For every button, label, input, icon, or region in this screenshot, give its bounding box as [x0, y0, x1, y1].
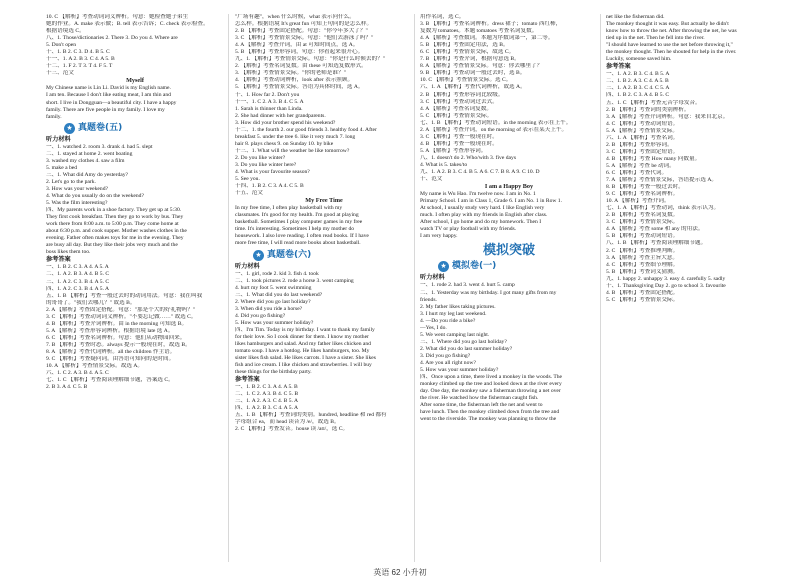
text-line: 一、1. girl, rode 2. kid 3. fish 4. took: [235, 270, 319, 277]
column-4: [606, 14, 784, 304]
text-line: "广场有趣"，when 什么时候，what 表示问什么。: [235, 14, 355, 20]
text-line: 3. When did you ride a horse?: [235, 305, 303, 312]
text-line: Primary School. I am in Class 1, Grade 6. I am No. 1 in Row 1.: [420, 198, 563, 205]
text-line: 十二、1. the fourth 2. our good friends 3. healthy food 4. After: [235, 126, 377, 133]
text-line: 2. A 【解析】考查介词，on the morning of 表示在某天上午。: [420, 126, 568, 133]
text-line: 4. What do you usually do on the weekend?: [46, 192, 144, 199]
text-line: 5. See you.: [235, 176, 260, 183]
text-line: 9. C 【解析】考查疑问词。由答语可知问的是时间。: [46, 356, 175, 363]
text-line: 八、1. doesn't do 2. Who/with 3. five days: [420, 154, 516, 161]
text-line: day. One day, the monkey saw a fisherman throwing a net over: [420, 388, 561, 395]
star-icon: ★: [253, 250, 264, 261]
text-line: 一、1. A 2. B 3. C 4. B 5. A: [606, 71, 670, 78]
text-line: 2. B 【解析】考查形容词比较级。: [420, 91, 504, 98]
text-line: about 6:30 p.m. and cook supper. Mother washes clothes in the: [46, 228, 187, 235]
text-line: have lunch. Then the monkey climbed down from the tree and: [420, 409, 560, 416]
section-banner: [253, 250, 413, 261]
text-line: They first cook breakfast. Then they go to work by bus. They: [46, 214, 184, 221]
text-line: 二、1. stayed at home 2. went boating: [46, 150, 133, 157]
text-line: 5. B 【解析】考查形容词，句意：你看起来很开心。: [235, 49, 364, 56]
text-line: 3. C 【解析】考查固定短语。: [606, 148, 679, 155]
essay-title: Myself: [126, 77, 144, 85]
text-line: 十、1. How far 2. Don't you: [235, 91, 300, 98]
text-line: 5. A 【解析】考查情景交际。: [606, 127, 678, 134]
text-line: 5. Was the film interesting?: [46, 200, 108, 207]
text-line: 四、Once upon a time, there lived a monkey in the woods. The: [420, 374, 563, 381]
text-line: 4. A 【解析】考查介词，由 at 可知时间点，选 A。: [235, 42, 359, 49]
text-line: 4. What is your favourite season?: [235, 169, 310, 176]
column-divider: [228, 14, 229, 562]
text-line: 三、1. What did you do last weekend?: [235, 291, 323, 298]
section-banner: [438, 261, 598, 272]
text-line: breakfast 5. under the tree 6. like it very much 7. long: [235, 133, 356, 140]
text-line: 5. make a bed: [46, 164, 78, 171]
text-line: 六、1. A 【解析】考查名词。: [606, 134, 679, 141]
text-line: Luckily, someone saved him.: [606, 56, 672, 63]
text-line: 3. A 【解析】考查介词辨析。句意：我来自北京。: [606, 113, 729, 120]
text-line: 十一、1. C 2. A 3. B 4. C 5. A: [235, 98, 304, 105]
text-line: housework. I also love reading. I often read books. If I have: [235, 233, 369, 240]
text-line: tied up in the net. Then he fell into the river.: [606, 35, 705, 42]
text-line: 2. What did you do last summer holiday?: [420, 345, 513, 352]
text-line: "I should have learned to use the net before throwing it,": [606, 42, 733, 49]
text-line: 4. B 【解析】考查 How many 问数量。: [606, 155, 701, 162]
text-line: 字母组合 ea，而 head 读音为 /e/，故选 B。: [235, 419, 340, 426]
text-line: 二、1. C 2. A 3. B 4. C 5. B: [235, 391, 299, 398]
text-line: 一、1. watched 2. room 3. drank 4. had 5. slept: [46, 143, 153, 150]
text-line: went to the riverside. The monkey was planning to throw the: [420, 416, 557, 423]
answers-heading: 参考答案: [235, 376, 260, 384]
text-line: 2. A 【解析】考查固定搭配。句意："那是个大的好礼物吗？": [46, 306, 196, 313]
column-3: [420, 14, 598, 423]
text-line: 二、1. Yesterday was my birthday. I got many gifts from my: [420, 289, 557, 296]
text-line: 8. A 【解析】考查情景交际。句意：你去哪里了？: [420, 63, 543, 70]
banner-title: 模拟卷(一): [452, 261, 497, 272]
text-line: 3. C 【解析】考查动词词义辨析。"不要忘记做……" 故选 C。: [46, 313, 197, 320]
text-line: 根据语境选 C。: [46, 28, 85, 35]
text-line: 4. What is 5. takes/to: [420, 161, 468, 168]
text-line: 用作名词，选 C。: [420, 14, 465, 20]
text-line: My name is Wu Hao. I'm twelve now. I am in No. 1: [420, 191, 536, 198]
text-line: 4. B 【解析】考查一般现在时。: [420, 140, 498, 147]
text-line: 五、1. B 【解析】考查一般过去时的动词用法。句意：我在叫我: [46, 292, 203, 299]
star-icon: ★: [64, 123, 75, 134]
text-line: short. I live in Dongguan—a beautiful city. I have a happy: [46, 99, 177, 106]
text-line: The monkey thought it was easy. But actually he didn't: [606, 21, 729, 28]
text-line: 3. C 【解析】考查动词过去式。: [420, 98, 498, 105]
text-line: sister likes fish salad. He likes carrots. I have a sister. She likes: [235, 355, 376, 362]
text-line: 八、1. Those/dictionaries 2. There 3. Do you 4. Where are: [46, 35, 178, 42]
text-line: net like the fisherman did.: [606, 14, 665, 20]
text-line: 2. C 【解析】考查推理判断。: [606, 247, 679, 254]
text-line: 3. B 【解析】考查名词辨析。dress 裙子；tomato 西红柿，: [420, 21, 562, 28]
text-line: 3. C 【解析】考查情景交际。句意："他们去游泳了吗？": [235, 35, 374, 42]
text-line: family.: [46, 113, 62, 120]
text-line: know how to throw the net. After throwing the net, he was: [606, 28, 737, 35]
text-line: In my free time, I often play basketball with my: [235, 205, 343, 212]
text-line: 5. B 【解析】考查词义猜测。: [606, 268, 679, 275]
text-line: work there from 8:00 a.m. to 5:00 p.m. They come home at: [46, 221, 179, 228]
text-line: 2. Let's go to the park.: [46, 178, 96, 185]
text-line: 七、1. C 【解析】考查阅读理解细节题，答案选 C。: [46, 377, 174, 384]
text-line: 3. washed my clothes 4. saw a film: [46, 157, 125, 164]
text-line: 三、1. Where did you go last holiday?: [420, 338, 507, 345]
text-line: 八、1. B 【解析】考查阅读理解细节题。: [606, 240, 707, 247]
column-2: [235, 14, 413, 434]
text-line: evening. Father often makes toys for me in the evening. They: [46, 235, 184, 242]
text-line: basketball. Sometimes I play computer games in my free: [235, 219, 363, 226]
text-line: 8. B 【解析】考查一般过去时。: [606, 184, 684, 191]
answers-heading: 参考答案: [46, 256, 71, 264]
text-line: more free time, I will read more books about basketball.: [235, 240, 361, 247]
text-line: 二、1. B 2. A 3. C 4. A 5. B: [606, 78, 669, 85]
text-line: 2. B 【解析】考查固定搭配。句意："你今年多大了？": [235, 28, 368, 35]
text-line: 4. Are you all right now?: [420, 359, 476, 366]
text-line: fish and ice cream. I like chicken and strawberries. I will buy: [235, 362, 372, 369]
text-line: 4. —Do you ride a bike?: [420, 317, 476, 324]
text-line: 1. Sarah is thinner than Linda.: [235, 105, 303, 112]
text-line: 十五、范文: [235, 190, 263, 197]
text-line: 六、1. C 2. A 3. B 4. A 5. C: [46, 370, 109, 377]
text-line: 10. C 【解析】考查情景交际。选 C。: [420, 77, 512, 84]
text-line: 4. C 【解析】考查细节理解。: [606, 261, 679, 268]
essay-title: My Free Time: [305, 197, 343, 205]
text-line: 3. Do you like winter here?: [235, 161, 297, 168]
column-divider: [414, 14, 415, 562]
text-line: 5. How was your summer holiday?: [420, 367, 499, 374]
text-line: 3. C 【解析】考查一般现在时。: [420, 133, 498, 140]
column-divider: [600, 14, 601, 562]
text-line: I am ten. Because I don't like eating meat, I am thin and: [46, 92, 171, 99]
text-line: classmates. It's good for my health. I'm good at playing: [235, 212, 359, 219]
text-line: 4. B 【解析】考查介词辨析。由 in the morning 可知选 B。: [46, 320, 188, 327]
text-line: —Yes, I do.: [420, 324, 447, 331]
text-line: 2. 【解析】考查名词复数。由 these 可知选复数形式。: [235, 63, 367, 70]
text-line: 十、范文: [420, 176, 443, 183]
text-line: 3. I hurt my leg last weekend.: [420, 310, 487, 317]
text-line: 九、1. A 2. B 3. C 4. B 5. A 6. C 7. B 8. A 9. C 10. D: [420, 169, 540, 176]
text-line: 5. Don't open: [46, 42, 77, 49]
text-line: 6. C 【解析】考查情景交际，故选 C。: [420, 49, 515, 56]
section-banner: [64, 123, 224, 134]
answers-heading: 参考答案: [606, 63, 631, 71]
text-line: 4. hurt my foot 5. went swimming: [235, 284, 312, 291]
text-line: 6. C 【解析】考查名词辨析。句意：他们从动物园回来。: [46, 334, 186, 341]
essay-title: I am a Happy Boy: [484, 183, 534, 191]
text-line: 2. B 【解析】考查形容词。: [606, 141, 673, 148]
text-line: 九、1. happy 2. unhappy 3. easy 4. carefully 5. sadly: [606, 275, 726, 282]
text-line: 5. A 【解析】考查 be 动词。: [606, 162, 675, 169]
text-line: these things for the birthday party.: [235, 369, 312, 376]
text-line: 9. B 【解析】考查动词一般过去时，选 B。: [420, 70, 526, 77]
text-line: 7. B 【解析】考查介词，根据句意选 B。: [420, 56, 520, 63]
text-line: 8. A 【解析】考查代词辨析。all the children 作主语。: [46, 348, 176, 355]
text-line: 七、1. A 【解析】考查动词，think 表示认为。: [606, 205, 720, 212]
text-line: are busy all day. But they like their jobs very much and the: [46, 242, 178, 249]
text-line: 2. B 3. A 4. C 5. B: [46, 384, 88, 391]
banner-title: 真题卷(五): [78, 122, 123, 133]
text-line: 三、1. What did Amy do yesterday?: [46, 171, 129, 178]
text-line: 2. B 【解析】考查词的类别辨析。: [606, 106, 690, 113]
text-line: 四、1. B 2. C 3. A 4. B 5. C: [606, 92, 670, 99]
text-line: 5. A 【解析】考查形容词辨析。根据语境 late 选 A。: [46, 327, 174, 334]
text-line: 十三、1. What will the weather be like tomorrow?: [235, 147, 350, 154]
text-line: 十四、1. B 2. C 3. A 4. C 5. B: [235, 183, 304, 190]
text-line: 4. Did you go fishing?: [235, 312, 286, 319]
text-line: 她的作业。A. make 表示做；B. tell 表示告诉；C. check 表示检查。: [46, 21, 209, 28]
text-line: 6. C 【解析】考查代词。: [606, 169, 668, 176]
text-line: for their love. So I cook dinner for them. I know my mother: [235, 333, 369, 340]
text-line: 5. C 【解析】考查情景交际。: [606, 296, 679, 303]
section-title: 模拟突破: [482, 243, 535, 259]
text-line: 三、1. A 2. A 3. C 4. B 5. A: [235, 398, 299, 405]
text-line: 5. We went camping last night.: [420, 331, 490, 338]
listening-heading: 听力材料: [46, 135, 71, 143]
text-line: 五、1. C 【解析】考查元音字母发音。: [606, 99, 701, 106]
text-line: 一、1. B 2. C 3. A 4. A 5. A: [46, 264, 109, 271]
text-line: 3. A 【解析】考查主旨大意。: [606, 254, 678, 261]
text-line: likes hamburgers and salad. And my father likes chicken and: [235, 340, 371, 347]
text-line: 一、1. B 2. C 3. A 4. A 5. B: [235, 384, 298, 391]
text-line: 3. Did you go fishing?: [420, 352, 471, 359]
text-line: friends.: [420, 296, 437, 303]
text-line: 3. How did your brother spend his weekend?: [235, 119, 336, 126]
text-line: time. It's interesting. Sometimes I help my mother do: [235, 226, 355, 233]
text-line: 7. B 【解析】考查时态。always 提示一般现在时，故选 B。: [46, 341, 191, 348]
text-line: family. There are five people in my family. I love my: [46, 106, 165, 113]
text-line: 5. How was your summer holiday?: [235, 319, 314, 326]
text-line: 五、1. B 【解析】考查词的类别。hundred, headline 和 red 都有: [235, 412, 387, 419]
text-line: 十一、1. A 2. B 3. C 4. A 5. B: [46, 56, 115, 63]
text-line: 7. A 【解析】考查情景交际，答语提示选 A。: [606, 177, 717, 184]
text-line: 3. 【解析】考查情景交际。"你的老师是谁？": [235, 70, 346, 77]
text-line: 3. C 【解析】考查情景交际。: [606, 219, 679, 226]
text-line: After some time, the fisherman left the net and went to: [420, 402, 543, 409]
text-line: 4. A 【解析】考查数词。本题为序数词第一，第二等。: [420, 35, 554, 42]
text-line: 5. A 【解析】考查形容词。: [420, 147, 487, 154]
text-line: 十二、1. F 2. T 3. T 4. F 5. T: [46, 63, 113, 70]
text-line: hair 8. plays chess 9. on Sunday 10. by bike: [235, 140, 334, 147]
text-line: 4. A 【解析】考查 some 和 any 的用法。: [606, 226, 704, 233]
text-line: 四、My parents work in a shoe factory. They get up at 5:30.: [46, 207, 182, 214]
text-line: 六、1. A 【解析】考查代词辨析，故选 A。: [420, 84, 526, 91]
text-line: 2. My father likes taking pictures.: [420, 303, 496, 310]
text-line: 复数为 tomatoes。本题 tomatoes 考查名词复数。: [420, 28, 538, 35]
listening-heading: 听力材料: [420, 274, 445, 282]
text-line: 四、1. A 2. C 3. B 4. A 5. A: [46, 285, 110, 292]
text-line: 2. Where did you go last holiday?: [235, 298, 311, 305]
text-line: 10. C 【解析】考查动词词义辨析。句意：她检查她子弟生: [46, 14, 189, 20]
text-line: 4. A 【解析】考查名词复数。: [420, 105, 492, 112]
text-line: watch TV or play football with my friends.: [420, 226, 517, 233]
text-line: boss likes them too.: [46, 249, 91, 256]
text-line: 2. She had dinner with her grandparents.: [235, 112, 326, 119]
text-line: the river. He watched how the fisherman caught fish.: [420, 395, 539, 402]
column-1: [46, 14, 224, 391]
text-line: 10. A 【解析】考查介词。: [606, 198, 670, 205]
text-line: 5. C 【解析】考查情景交际。: [420, 112, 493, 119]
text-line: 三、1. A 2. B 3. C 4. C 5. A: [606, 85, 670, 92]
text-line: I am very happy.: [420, 233, 458, 240]
text-line: 十三、范文: [46, 70, 74, 77]
text-line: 十、1. B 2. C 3. D 4. B 5. C: [46, 49, 110, 56]
text-line: 十、1. Thanksgiving Day 2. go to school 3. favourite: [606, 282, 726, 289]
text-line: After school, I go home and do my homework. Then I: [420, 219, 542, 226]
text-line: My Chinese name is Lin Li. David is my English name.: [46, 85, 171, 92]
text-line: 的哥哥了。"我们去哪儿？" 故选 B。: [46, 299, 136, 306]
text-line: 2. C 【解析】考查发音。house 读 /aʊ/，选 C。: [235, 426, 349, 433]
text-line: 四、I'm Tim. Today is my birthday. I want to thank my family: [235, 326, 375, 333]
text-line: monkey climbed up the tree and looked down at the river every: [420, 381, 562, 388]
page-number: 英语 62 小升初: [373, 568, 427, 577]
text-line: 3. How was your weekend?: [46, 185, 108, 192]
text-line: 2. Do you like winter?: [235, 154, 286, 161]
text-line: 2. B 【解析】考查名词复数。: [606, 212, 679, 219]
text-line: 5. B 【解析】考查固定用法，选 B。: [420, 42, 509, 49]
banner-title: 真题卷(六): [267, 249, 312, 260]
text-line: 四、1. A 2. B 3. C 4. A 5. A: [235, 405, 299, 412]
text-line: 二、1. took pictures 2. rode a horse 3. went camping: [235, 277, 354, 284]
text-line: At school, I usually study very hard. I like English very: [420, 205, 545, 212]
star-icon: ★: [438, 261, 449, 272]
text-line: 九、1. 【解析】考查情景交际。句意："你是什么时候去的？": [235, 56, 386, 63]
text-line: 9. C 【解析】考查名词辨析。: [606, 191, 679, 198]
listening-heading: 听力材料: [235, 262, 260, 270]
text-line: 怎么样。根据语境 It's great fun 可知上句问的是怎么样。: [235, 21, 373, 28]
text-line: the monkey thought. Then he shouted for help in the river.: [606, 49, 737, 56]
text-line: 七、1. B 【解析】考查动词短语。in the morning 表示在上午。: [420, 119, 572, 126]
text-line: 二、1. A 2. B 3. A 4. B 5. C: [46, 271, 110, 278]
text-line: 三、1. A 2. C 3. B 4. A 5. C: [46, 278, 110, 285]
text-line: 5. 【解析】考查情景交际。答语为具体时间，选 A。: [235, 84, 364, 91]
text-line: 4. B 【解析】考查固定搭配。: [606, 289, 679, 296]
text-line: much. I often play with my friends in English after class.: [420, 212, 548, 219]
text-line: 10. A 【解析】考查情景交际。故选 A。: [46, 363, 143, 370]
text-line: 4. C 【解析】考查动词短语。: [606, 120, 679, 127]
text-line: tomato soup. I have a hotdog. He likes hamburgers, too. My: [235, 348, 370, 355]
text-line: 一、1. rode 2. had 3. went 4. hurt 5. camp: [420, 282, 515, 289]
text-line: 5. B 【解析】考查动词短语。: [606, 233, 679, 240]
text-line: 4. 【解析】考查动词辨析，look after 表示照顾。: [235, 77, 354, 84]
